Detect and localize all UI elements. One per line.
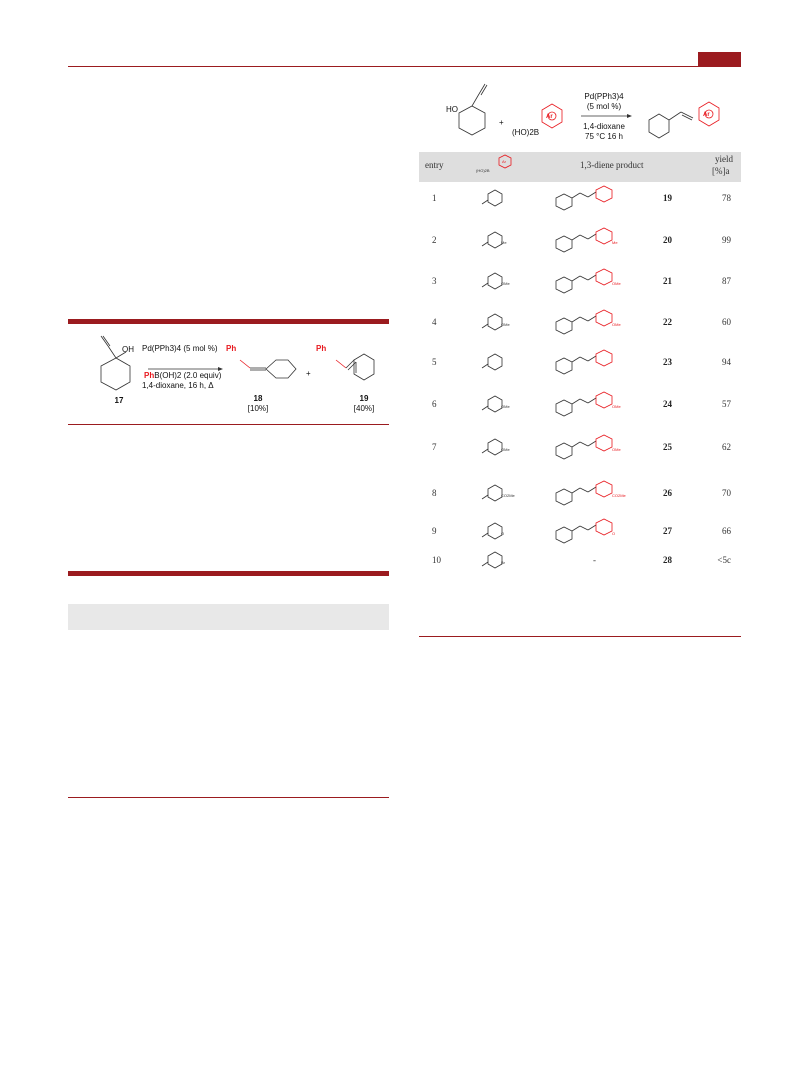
row-substituent-label: CO2Me [501,493,515,498]
reagent-line-2 [144,371,221,381]
scheme-left-drawing [68,324,389,422]
scheme-left [68,324,389,422]
ar-label-product: Ar [703,112,710,118]
row-yield: 62 [722,442,731,452]
header-ar-label: Ar [502,159,506,164]
row-substituent-label: OMe [501,281,510,286]
row-product-label: - [593,555,596,565]
header-boronic-drawing [476,154,516,180]
compound-17-label: 17 [114,396,124,405]
header-boronic-cell [476,154,516,180]
cond-line-3: 1,4-dioxane [583,122,625,131]
row-boronic-structure [478,267,518,297]
row-compound-number: 26 [663,488,672,498]
reagent-line-3: 1,4-dioxane, 16 h, Δ [142,381,214,390]
row-entry: 2 [432,235,437,245]
row-compound-number: 21 [663,276,672,286]
table-left-header [68,604,389,630]
ho-label: HO [446,105,458,114]
row-entry: 1 [432,193,437,203]
row-product-structure [552,348,632,378]
row-entry: 10 [432,555,441,565]
row-boronic-structure [478,184,518,214]
compound-19-yield: [40%] [353,404,375,413]
row-compound-number: 24 [663,399,672,409]
row-yield: 99 [722,235,731,245]
row-yield: 87 [722,276,731,286]
cond-line-2: (5 mol %) [586,102,622,111]
product-18-ph: Ph [226,344,237,353]
row-yield: 94 [722,357,731,367]
reaction-arrowhead-right [627,114,632,118]
compound-18-structure [240,360,296,378]
row-boronic-structure [478,433,518,463]
row-yield: 60 [722,317,731,327]
row-entry: 6 [432,399,437,409]
row-compound-number: 28 [663,555,672,565]
row-boronic-structure [478,390,518,420]
row-product-substituent-label: OMe [612,404,621,409]
header-rule [68,66,741,67]
row-yield: <5c [717,555,731,565]
row-compound-number: 23 [663,357,672,367]
row-compound-number: 20 [663,235,672,245]
row-boronic-structure [478,517,518,547]
header-accent-tab [698,52,741,67]
cond-line-1: Pd(PPh3)4 [584,92,624,101]
row-compound-number: 19 [663,193,672,203]
row-boronic-structure [478,226,518,256]
ar-label: Ar [546,114,553,120]
propargyl-alcohol-structure [459,84,487,135]
product-19-ph: Ph [316,344,327,353]
header-boronic-label: (HO)2B [476,168,490,173]
row-product-structure [552,226,632,256]
row-boronic-structure [478,348,518,378]
row-substituent-label: OMe [501,404,510,409]
row-product-substituent-label: OMe [612,447,621,452]
row-product-structure [552,517,632,547]
oh-label: OH [122,345,134,354]
reagent-boronic-label: B(OH)2 (2.0 equiv) [154,371,222,380]
row-yield: 78 [722,193,731,203]
row-entry: 7 [432,442,437,452]
scheme-right [419,80,741,152]
compound-18-yield: [10%] [247,404,269,413]
row-substituent-label: Br [501,560,505,565]
cond-line-4: 75 °C 16 h [585,132,623,141]
compound-18-label: 18 [253,394,263,403]
header-yield-2: [%]a [712,166,730,176]
row-product-substituent-label: OMe [612,322,621,327]
row-compound-number: 22 [663,317,672,327]
row-compound-number: 25 [663,442,672,452]
row-entry: 9 [432,526,437,536]
row-substituent-label: OMe [501,322,510,327]
table-left-top-bar [68,571,389,576]
boronic-label: (HO)2B [512,128,540,137]
row-entry: 4 [432,317,437,327]
row-yield: 57 [722,399,731,409]
row-substituent-label: O [501,531,505,536]
compound-19-label: 19 [359,394,369,403]
compound-19-structure [336,354,374,380]
row-substituent-label: OMe [501,447,510,452]
row-product-substituent-label: Me [612,240,618,245]
diene-product-structure [649,102,719,138]
reagent-line-1: Pd(PPh3)4 (5 mol %) [142,344,218,353]
row-entry: 8 [432,488,437,498]
table-left-bottom-rule [68,797,389,798]
row-boronic-structure [478,308,518,338]
row-product-substituent-label: CO2Me [612,493,626,498]
header-entry: entry [425,160,444,170]
row-entry: 3 [432,276,437,286]
plus-sign-right: + [499,118,504,127]
header-yield-1: yield [715,154,733,164]
row-product-substituent-label: O [612,531,616,536]
row-product-substituent-label: OMe [612,281,621,286]
table-right-bottom-rule [419,636,741,637]
row-boronic-structure [478,546,518,576]
header-product: 1,3-diene product [580,160,644,170]
row-compound-number: 27 [663,526,672,536]
row-entry: 5 [432,357,437,367]
reagent-phenyl-label: Ph [144,371,155,380]
row-yield: 70 [722,488,731,498]
row-substituent-label: Me [501,240,507,245]
plus-sign: + [306,369,311,378]
row-yield: 66 [722,526,731,536]
scheme-bottom-rule [68,424,389,425]
row-product-structure [552,184,632,214]
